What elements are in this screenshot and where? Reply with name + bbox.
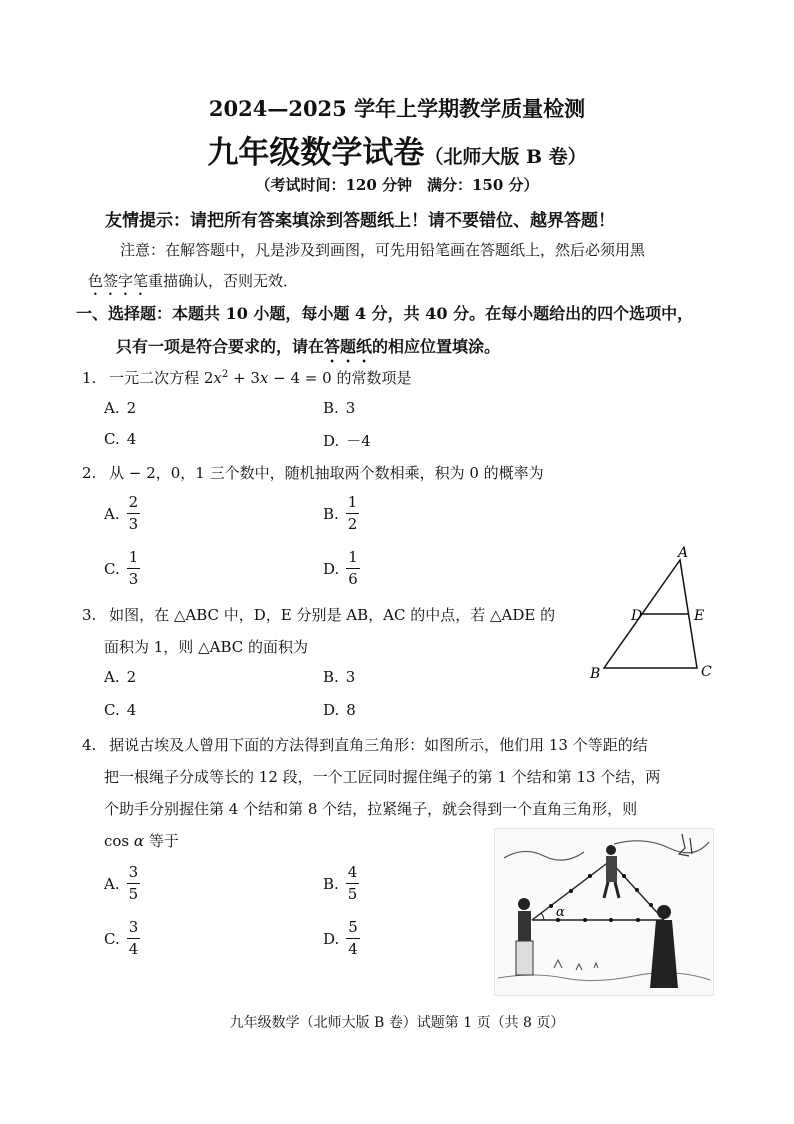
q3-option-d[interactable] — [323, 701, 356, 719]
denominator: 5 — [128, 885, 139, 903]
option-label: C. — [104, 559, 120, 578]
question-number: 1. — [82, 369, 97, 387]
knot — [588, 874, 592, 878]
exam-title-edition: （北师大版 B 卷） — [424, 146, 587, 168]
q3-stem-line2: 面积为 1，则 △ABC 的面积为 — [104, 638, 308, 656]
exam-info: （考试时间：120 分钟 满分：150 分） — [255, 176, 539, 194]
q3-option-a[interactable] — [104, 668, 136, 686]
denominator: 4 — [128, 940, 139, 958]
section-line2-post: 的相应位置填涂。 — [372, 337, 501, 356]
option-text: －4 — [346, 432, 371, 450]
option-label: A. — [104, 399, 120, 417]
q2-option-d[interactable] — [323, 550, 360, 587]
denominator: 3 — [128, 570, 139, 588]
question-3-stem — [82, 604, 555, 625]
option-label: A. — [104, 668, 120, 686]
angle-alpha-label: α — [556, 905, 565, 920]
numerator: 3 — [127, 920, 141, 939]
q2-option-a[interactable] — [104, 495, 140, 532]
denominator: 2 — [347, 515, 358, 533]
option-label: B. — [323, 874, 339, 893]
option-label: C. — [104, 929, 120, 948]
numerator: 4 — [346, 865, 360, 884]
option-label: B. — [323, 399, 339, 417]
q4-option-b[interactable] — [323, 865, 359, 902]
fraction — [127, 495, 141, 532]
numerator: 1 — [346, 550, 360, 569]
option-label: C. — [104, 701, 120, 719]
fraction — [346, 920, 360, 957]
fraction — [346, 495, 360, 532]
q1-stem-mid: + 3 — [228, 369, 260, 387]
q2-option-b[interactable] — [323, 495, 359, 532]
q4-stem-line3: 个助手分别握住第 4 个结和第 8 个结，拉紧绳子，就会得到一个直角三角形，则 — [104, 800, 638, 818]
knot — [649, 903, 653, 907]
q4-stem-line1: 据说古埃及人曾用下面的方法得到直角三角形：如图所示，他们用 13 个等距的结 — [109, 736, 648, 754]
option-label: A. — [104, 504, 120, 523]
denominator: 3 — [128, 515, 139, 533]
question-2-stem — [82, 462, 544, 483]
option-label: C. — [104, 430, 120, 448]
q3-option-b[interactable] — [323, 668, 355, 686]
fraction — [127, 865, 141, 902]
page-footer: 九年级数学（北师大版 B 卷）试题第 1 页（共 8 页） — [229, 1015, 565, 1031]
exam-title-main — [0, 127, 794, 172]
q4-option-d[interactable] — [323, 920, 360, 957]
triangle-figure — [580, 540, 720, 685]
q4-stem-end: 等于 — [144, 832, 179, 850]
emphasis-pen: 色签字笔 — [88, 272, 149, 290]
numerator: 3 — [127, 865, 141, 884]
q1-option-d[interactable] — [323, 430, 371, 451]
label-e: E — [694, 608, 705, 624]
option-text: 8 — [346, 701, 356, 719]
denominator: 5 — [347, 885, 358, 903]
option-label: B. — [323, 504, 339, 523]
q1-exponent: 2 — [221, 369, 229, 380]
knot — [622, 874, 626, 878]
numerator: 5 — [346, 920, 360, 939]
label-a: A — [678, 545, 689, 561]
knot — [609, 918, 613, 922]
section-heading-line1: 一、选择题：本题共 10 小题，每小题 4 分，共 40 分。在每小题给出的四个选项中， — [76, 304, 694, 323]
egyptian-rope-illustration — [494, 828, 714, 996]
option-label: B. — [323, 668, 339, 686]
q1-stem-post: − 4 = 0 的常数项是 — [268, 369, 412, 387]
attention-note-rest: 重描确认，否则无效． — [148, 272, 299, 290]
question-4-stem — [82, 734, 648, 755]
knot — [569, 889, 573, 893]
q1-option-a[interactable] — [104, 399, 136, 417]
option-text: 4 — [126, 430, 137, 448]
label-c: C — [701, 664, 712, 680]
option-text: 2 — [126, 399, 137, 417]
option-label: A. — [104, 874, 120, 893]
q2-stem-text: 从 − 2，0，1 三个数中，随机抽取两个数相乘，积为 0 的概率为 — [109, 464, 544, 482]
denominator: 4 — [348, 940, 358, 958]
q4-alpha: α — [133, 832, 145, 850]
section-line2-pre: 只有一项是符合要求的，请在 — [116, 337, 325, 356]
question-number: 2. — [82, 464, 97, 482]
option-text: 4 — [126, 701, 137, 719]
option-label: D. — [323, 559, 340, 578]
exam-title-year: 2024—2025 学年上学期教学质量检测 — [208, 96, 586, 121]
q1-option-b[interactable] — [323, 399, 355, 417]
q2-option-c[interactable] — [104, 550, 140, 587]
knot — [635, 888, 639, 892]
question-1-stem — [82, 367, 411, 388]
option-text: 3 — [345, 399, 356, 417]
denominator: 6 — [348, 570, 358, 588]
option-label: D. — [323, 929, 340, 948]
numerator: 2 — [127, 495, 141, 514]
attention-note-line1: 注意：在解答题中，凡是涉及到画图，可先用铅笔画在答题纸上，然后必须用黑 — [120, 241, 646, 259]
label-b: B — [590, 666, 601, 682]
option-label: D. — [323, 431, 340, 450]
option-text: 3 — [345, 668, 356, 686]
attention-note-line2 — [88, 270, 298, 299]
q4-option-a[interactable] — [104, 865, 140, 902]
q4-option-c[interactable] — [104, 920, 140, 957]
fraction — [127, 550, 141, 587]
fraction — [127, 920, 141, 957]
q1-var-x: x — [213, 369, 222, 387]
q4-stem-line4 — [104, 830, 179, 851]
q3-stem-line1: 如图，在 △ABC 中，D，E 分别是 AB，AC 的中点，若 △ADE 的 — [109, 606, 556, 624]
q1-option-c[interactable] — [104, 430, 136, 448]
friendly-tip: 友情提示：请把所有答案填涂到答题纸上！请不要错位、越界答题！ — [105, 211, 615, 231]
question-number: 3. — [82, 606, 97, 624]
q3-option-c[interactable] — [104, 701, 136, 719]
emphasis-answer-sheet: 答题纸 — [324, 337, 373, 356]
fraction — [346, 550, 360, 587]
q4-cos: cos — [104, 832, 134, 850]
question-number: 4. — [82, 736, 97, 754]
numerator: 1 — [346, 495, 360, 514]
fraction — [346, 865, 360, 902]
knot — [636, 918, 640, 922]
option-label: D. — [323, 701, 340, 719]
q4-stem-line2: 把一根绳子分成等长的 12 段，一个工匠同时握住绳子的第 1 个结和第 13 个结，两 — [104, 768, 661, 786]
exam-title-subject: 九年级数学试卷 — [207, 135, 425, 171]
knot — [583, 918, 587, 922]
q1-var-x-2: x — [259, 369, 269, 387]
numerator: 1 — [127, 550, 141, 569]
label-d: D — [631, 608, 643, 624]
q1-stem-pre: 一元二次方程 2 — [109, 369, 214, 387]
knot — [549, 904, 553, 908]
section-heading-line2 — [116, 334, 500, 366]
option-text: 2 — [126, 668, 137, 686]
